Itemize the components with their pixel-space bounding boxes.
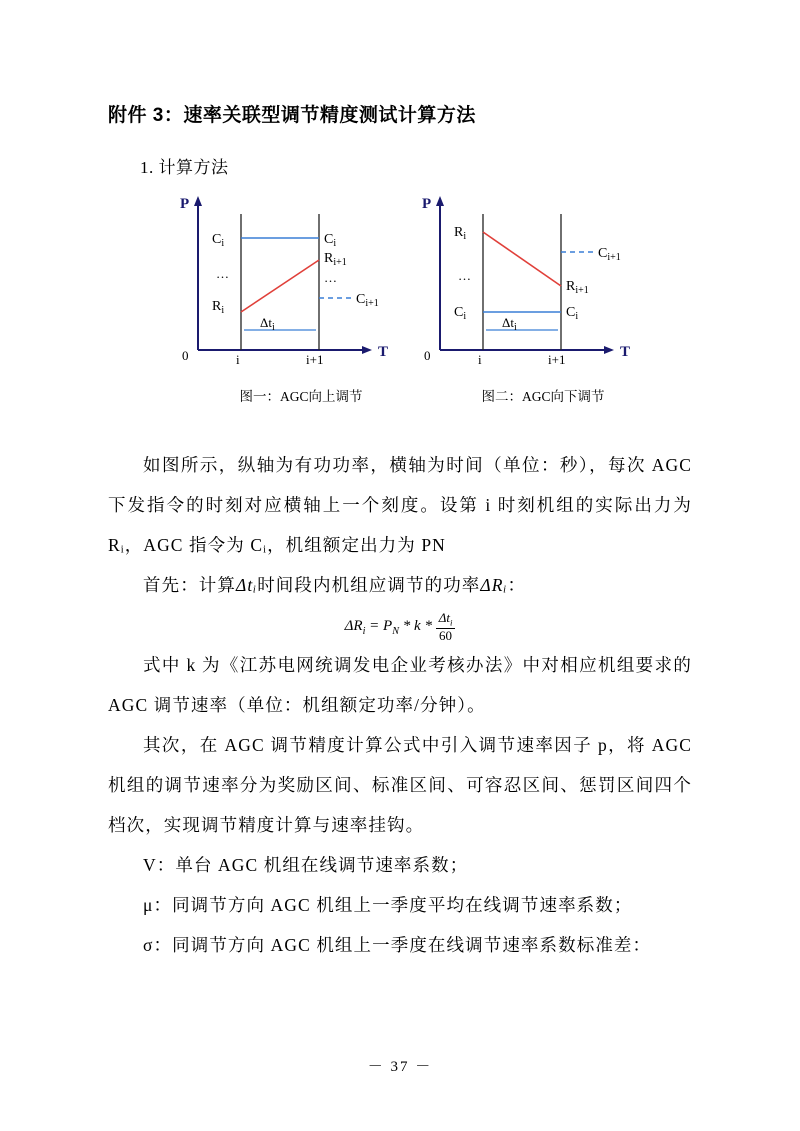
formula-numerator: [436, 611, 456, 629]
svg-text:Ci+1: $C_{i+1}$: [356, 292, 379, 309]
p2-mid: 时间段内机组应调节的功率: [257, 575, 481, 595]
svg-text:i+1: i+1: [548, 352, 566, 367]
svg-text:Ci: $C_i$: [212, 232, 225, 249]
formula-pn-sub: N: [392, 626, 400, 638]
svg-text:Ri: $R_i$: [212, 299, 225, 316]
figure-agc-down: [398, 190, 688, 405]
p2-symbol-delta-t: Δtᵢ: [236, 575, 258, 595]
formula-k: k: [414, 618, 421, 635]
paragraph-3: 式中 k 为《江苏电网统调发电企业考核办法》中对相应机组要求的 AGC 调节速率（单位：机组额定功率/分钟）。: [108, 654, 692, 715]
p2-prefix: 首先：计算: [143, 575, 236, 595]
svg-text:i: i: [478, 352, 482, 367]
paragraph-5: V：单台 AGC 机组在线调节速率系数；: [143, 854, 469, 875]
page-number: － 37 －: [367, 1059, 433, 1075]
formula-fraction: [436, 611, 456, 643]
p2-suffix: ：: [507, 575, 527, 595]
svg-text:Δti: $\Delta t_i$: [260, 315, 275, 333]
formula-num-text: Δt: [438, 610, 450, 625]
formula-lhs: ΔR: [344, 618, 363, 635]
svg-text:Ri: $R_i$: [454, 225, 467, 242]
paragraph-2: [108, 565, 692, 605]
svg-text:Ci: $C_i$: [566, 305, 579, 322]
svg-text:…: …: [216, 266, 229, 281]
svg-text:P: P: [180, 196, 190, 212]
formula-eq: =: [369, 618, 380, 635]
svg-text:Ci+1: $C_{i+1}$: [598, 246, 621, 263]
paragraph-4: 其次，在 AGC 调节精度计算公式中引入调节速率因子 p，将 AGC 机组的调节速率分为奖励区间、标准区间、可容忍区间、惩罚区间四个档次，实现调节精度计算与速率挂钩。: [108, 734, 692, 835]
formula-pn: P: [383, 618, 393, 635]
paragraph-7: σ：同调节方向 AGC 机组上一季度在线调节速率系数标准差：: [143, 934, 652, 955]
svg-text:Δti: $\Delta t_i$: [502, 315, 517, 333]
svg-text:Ri+1: $R_{i+1}$: [324, 251, 347, 268]
svg-text:0: 0: [424, 348, 431, 363]
svg-text:0: 0: [182, 348, 189, 363]
page-title: 附件 3：速率关联型调节精度测试计算方法: [108, 105, 476, 126]
formula-star-2: *: [424, 618, 432, 635]
figures-container: [108, 190, 692, 405]
document-content: [108, 100, 692, 965]
svg-text:Ri+1: $R_{i+1}$: [566, 279, 589, 296]
svg-text:Ci: $C_i$: [324, 232, 337, 249]
formula-star-1: *: [402, 618, 411, 635]
svg-text:…: …: [324, 270, 337, 285]
svg-text:i: i: [236, 352, 240, 367]
figure-caption: 图一：AGC向上调节: [239, 389, 363, 404]
svg-text:T: T: [620, 344, 631, 360]
formula-delta-r: [108, 611, 692, 643]
formula-lhs-sub: i: [362, 626, 366, 638]
p2-symbol-delta-r: ΔRᵢ: [480, 575, 508, 595]
svg-text:P: P: [422, 196, 432, 212]
svg-text:i+1: i+1: [306, 352, 324, 367]
svg-text:Ci: $C_i$: [454, 305, 467, 322]
figure-caption: 图二：AGC向下调节: [481, 389, 605, 404]
paragraph-6: μ：同调节方向 AGC 机组上一季度平均在线调节速率系数；: [143, 894, 633, 915]
formula-denominator: 60: [439, 627, 453, 643]
paragraph-1: 如图所示，纵轴为有功功率，横轴为时间（单位：秒），每次 AGC 下发指令的时刻对应横轴上一个刻度。设第 i 时刻机组的实际出力为 Rᵢ，AGC 指令为 Cᵢ，机组额定出力为 PN: [108, 455, 692, 555]
svg-text:…: …: [458, 268, 471, 283]
formula-num-sub: i: [449, 617, 453, 628]
svg-text:T: T: [378, 344, 389, 360]
section-heading: 1. 计算方法: [140, 158, 229, 177]
figure-agc-down-svg: [398, 190, 688, 380]
